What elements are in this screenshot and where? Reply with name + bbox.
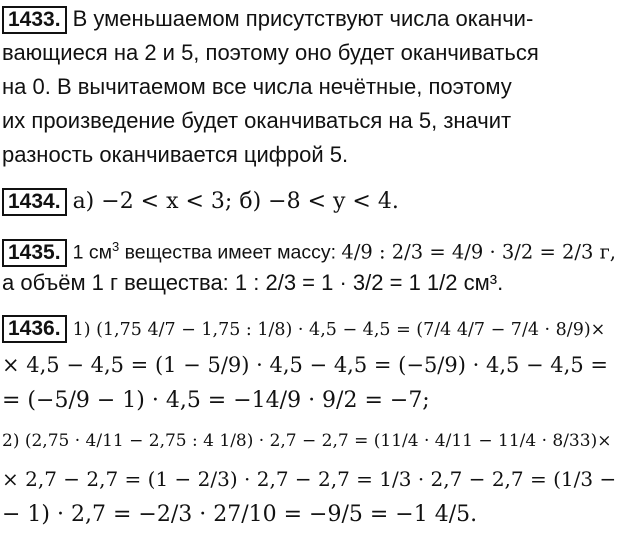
problem-1435-math-1: 4/9 : 2/3 = 4/9 · 3/2 = 2/3 г, [341, 240, 616, 264]
problem-number-1436: 1436. [2, 315, 67, 343]
problem-1436-math-2: × 4,5 − 4,5 = (1 − 5/9) · 4,5 − 4,5 = (−5/9) · 4,5 − 4,5 = [2, 353, 608, 377]
problem-1436-line-1 [2, 314, 605, 345]
problem-1436-math-5: × 2,7 − 2,7 = (1 − 2/3) · 2,7 − 2,7 = 1/3 · 2,7 − 2,7 = (1/3 − [2, 467, 617, 491]
problem-1435-line-2: а объём 1 г вещества: 1 : 2/3 = 1 · 3/2 = 1 1/2 см³. [2, 270, 504, 295]
problem-1436-math-4: 2) (2,75 · 4/11 − 2,75 : 4 1/8) · 2,7 − 2,7 = (11/4 · 4/11 − 11/4 · 8/33)× [2, 431, 612, 451]
problem-1435-cube: 3 [111, 239, 120, 254]
problem-1433-line-5: разность оканчивается цифрой 5. [2, 142, 349, 167]
problem-1435-line-1 [2, 232, 616, 268]
problem-1433-line-3: на 0. В вычитаемом все числа нечётные, поэтому [2, 74, 512, 99]
problem-number-1435: 1435. [2, 239, 67, 267]
problem-1435-text-a: 1 см [72, 241, 112, 264]
problem-1433-line-2: вающиеся на 2 и 5, поэтому оно будет оканчиваться [2, 40, 539, 65]
problem-1433-line-1 [2, 4, 533, 34]
problem-1434-text: а) −2 < x < 3; б) −8 < y < 4. [72, 189, 399, 214]
problem-1435-text-c: вещества имеет массу: [119, 241, 336, 264]
problem-number-1434: 1434. [2, 188, 67, 216]
problem-1433-text-1: В уменьшаемом присутствуют числа оканчи- [72, 6, 534, 31]
problem-number-1433: 1433. [2, 6, 67, 34]
problem-1433-line-4: их произведение будет оканчиваться на 5, значит [2, 108, 512, 133]
problem-1436-math-1: 1) (1,75 4/7 − 1,75 : 1/8) · 4,5 − 4,5 = (7/4 4/7 − 7/4 · 8/9)× [72, 320, 606, 340]
problem-1436-math-6: − 1) · 2,7 = −2/3 · 27/10 = −9/5 = −1 4/5. [2, 502, 478, 527]
problem-1434-line [2, 186, 399, 217]
problem-1436-math-3: = (−5/9 − 1) · 4,5 = −14/9 · 9/2 = −7; [2, 388, 430, 413]
